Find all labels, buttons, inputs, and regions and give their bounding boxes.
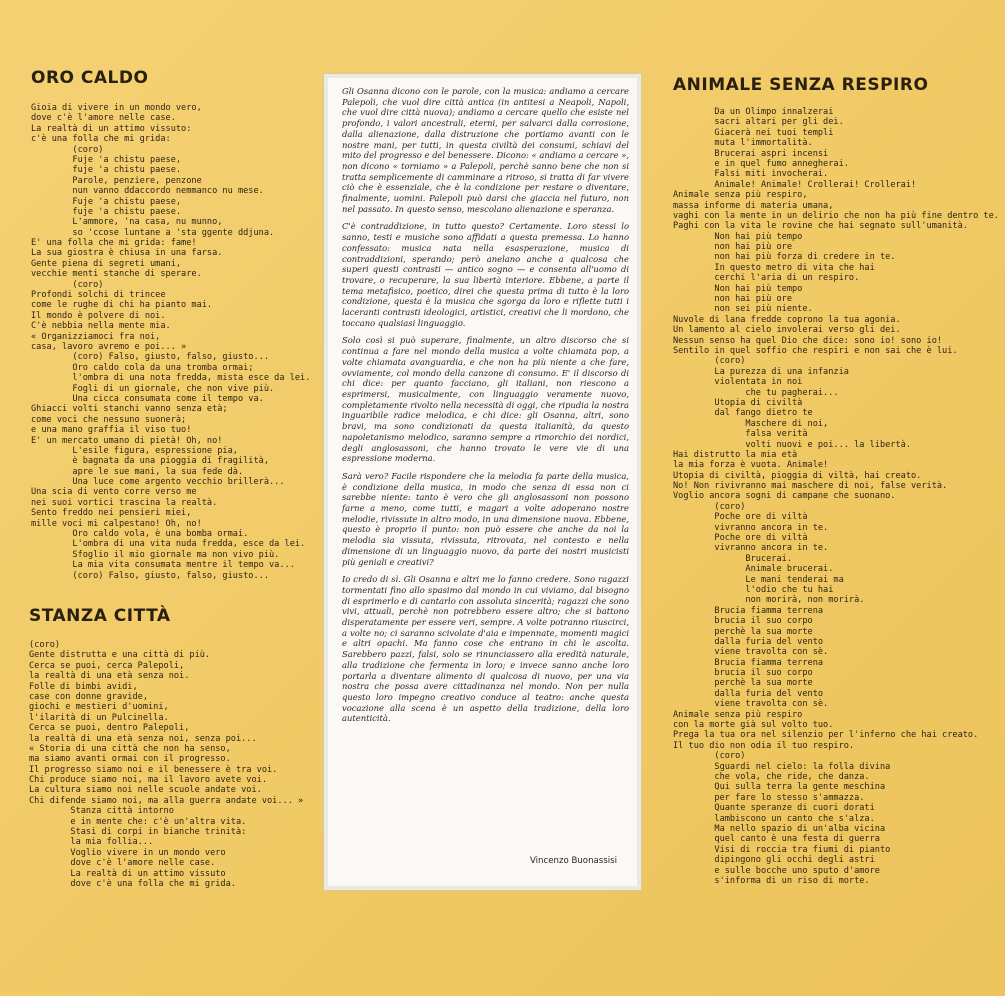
poem-line: E' un mercato umano di pietà! Oh, no! bbox=[31, 435, 223, 446]
poem-line: che tu pagherai... bbox=[673, 387, 839, 398]
poem-line: non hai più ore bbox=[673, 294, 792, 305]
poem-line: Chi difende siamo noi, ma alla guerra andate voi... » bbox=[29, 795, 304, 806]
poem-line: dove c'è l'amore nelle case. bbox=[31, 113, 176, 124]
poem-line: Brucerai aspri incensi bbox=[673, 148, 829, 159]
poem-line: Prega la tua ora nel silenzio per l'inferno che hai creato. bbox=[673, 730, 979, 741]
poem-stanza-citta bbox=[29, 640, 319, 889]
poem-line: che vola, che ride, che danza. bbox=[673, 772, 870, 782]
poem-line: Stanza città intorno bbox=[29, 806, 174, 817]
poem-line: dove c'è una folla che mi grida. bbox=[29, 878, 236, 889]
poem-line: Una cicca consumata come il tempo va. bbox=[31, 393, 264, 404]
poem-line: « Organizziamoci fra noi, bbox=[31, 331, 161, 342]
poem-line: Utopia di civiltà, pioggia di viltà, hai creato. bbox=[673, 470, 922, 481]
poem-line: Un lamento al cielo involerai verso gli dei. bbox=[673, 325, 901, 336]
poem-line: non sei più niente. bbox=[673, 304, 813, 315]
poem-line: L'ammore, 'na casa, nu munno, bbox=[31, 217, 223, 228]
poem-line: Gente piena di segreti umani, bbox=[31, 258, 182, 269]
poem-line: L'ombra di una vita nuda fredda, esce da lei. bbox=[31, 539, 306, 550]
essay-signature: Vincenzo Buonassisi bbox=[529, 856, 617, 866]
poem-line: Qui sulla terra la gente meschina bbox=[673, 782, 886, 793]
poem-line: vecchie menti stanche di sperare. bbox=[31, 269, 202, 280]
poem-title-animale: ANIMALE SENZA RESPIRO bbox=[673, 75, 929, 95]
poem-line: (coro) bbox=[29, 640, 61, 650]
poem-line: Sguardi nel cielo: la folla divina bbox=[673, 761, 891, 772]
poem-line: Oro caldo vola, è una bomba ormai. bbox=[31, 529, 249, 540]
poem-line: brucia il suo corpo bbox=[673, 616, 813, 627]
poem-line: e in quel fumo annegherai. bbox=[673, 158, 849, 169]
left-column bbox=[31, 68, 321, 581]
poem-animale bbox=[673, 107, 999, 886]
poem-line: La purezza di una infanzia bbox=[673, 366, 849, 377]
poem-line: l'odio che tu hai bbox=[673, 584, 834, 595]
poem-line: Il mondo è polvere di noi. bbox=[31, 310, 166, 321]
poem-line: (coro) bbox=[31, 144, 104, 155]
poem-line: Fuje 'a chistu paese, bbox=[31, 154, 182, 165]
poem-line: non morirà, non morirà. bbox=[673, 595, 865, 606]
poem-line: La realtà di un attimo vissuto bbox=[29, 868, 226, 879]
poem-line: Quante speranze di cuori dorati bbox=[673, 803, 875, 814]
poem-line: la mia forza è vuota. Animale! bbox=[673, 460, 829, 471]
poem-line: Fogli di un giornale, che non vive più. bbox=[31, 383, 275, 394]
poem-line: La realtà di un attimo vissuto: bbox=[31, 123, 192, 134]
poem-line: viene travolta con sè. bbox=[673, 699, 829, 710]
poem-line: (coro) bbox=[673, 751, 746, 762]
poem-line: Sfoglio il mio giornale ma non vivo più. bbox=[31, 549, 280, 560]
poem-line: l'ombra di una nota fredda, mista esce da lei. bbox=[31, 373, 311, 384]
poem-line: l'ilarità di un Pulcinella. bbox=[29, 712, 169, 723]
poem-line: La mia vita consumata mentre il tempo va... bbox=[31, 560, 295, 571]
poem-line: Profondi solchi di trincee bbox=[31, 290, 166, 301]
poem-line: Giacerà nei tuoi templi bbox=[673, 127, 834, 138]
poem-line: Falsi miti invocherai. bbox=[673, 169, 829, 180]
poem-line: vaghi con la mente in un delirio che non ha più fine dentro te. bbox=[673, 210, 999, 221]
poem-line: (coro) bbox=[673, 356, 746, 367]
poem-line: Gente distrutta e una città di più. bbox=[29, 650, 211, 661]
essay-body bbox=[342, 86, 629, 731]
poem-line: Animale! Animale! Crollerai! Crollerai! bbox=[673, 179, 917, 190]
essay-paragraph: Gli Osanna dicono con le parole, con la musica: andiamo a cercare Palepoli, che vuol dire città antica (in antitesi a Neapoli, Napoli, che vuol dire città nuova); andiamo a cercare quello che esiste nel profondo, i valori ancestrali, eterni, per salvarci dalla corrosione, dalla alienazione, dalla distruzione che portiamo avanti con le nostre mani, per tutti, in questa civiltà dei consumi, schiavi del mito del progresso e del benessere. Dicono: « andiamo a cercare », non dicono « torniamo » a Palepoli, perchè sanno bene che non si tratta semplicemente di camminare a ritroso, si tratta di far vivere ciò che è essenziale, che è la condizione per restare o diventare, finalmente, uomini. Palepoli può darsi che giaccia nel futuro, non nel passato. In questo senso, mescolano alienazione e speranza. bbox=[342, 86, 629, 214]
poem-line: Nuvole di lana fredde coprono la tua agonia. bbox=[673, 314, 901, 325]
poem-line: vivranno ancora in te. bbox=[673, 543, 829, 554]
poem-line: dalla furia del vento bbox=[673, 636, 824, 647]
poem-title-oro-caldo: ORO CALDO bbox=[31, 68, 149, 88]
poem-line: E' una folla che mi grida: fame! bbox=[31, 238, 197, 249]
poem-line: Una luce come argento vecchio brillerà... bbox=[31, 477, 285, 488]
poem-line: (coro) Falso, giusto, falso, giusto... bbox=[31, 352, 269, 363]
poem-line: non hai più forza di credere in te. bbox=[673, 252, 896, 263]
poem-line: e una mano graffia il viso tuo! bbox=[31, 425, 192, 436]
poem-line: fuje 'a chistu paese. bbox=[31, 206, 182, 217]
poem-line: vivranno ancora in te. bbox=[673, 522, 829, 533]
poem-line: Sento freddo nei pensieri miei, bbox=[31, 508, 192, 519]
poem-line: Maschere di noi, bbox=[673, 418, 829, 429]
essay-paragraph: C'è contraddizione, in tutto questo? Certamente. Loro stessi lo sanno, testi e musiche sono affidati a questa premessa. Lo hanno confessato: musica nata nella esasperazione, musica di contraddizioni, sperando; però anelano anche a qualcosa che superi questi contrasti — antico sogno — e consenta all'uomo di trovare, o recuperare, la sua libertà interiore. Ebbene, a parte il tema metafisico, poetico, direi che questa prima di tutto è la loro condizione, questa è la musica che sgorga da loro e riflette tutti i laceranti contrasti ideologici, artistici, creativi che li mordono, che toccano qualsiasi linguaggio. bbox=[342, 221, 629, 328]
poem-line: Parole, penziere, penzone bbox=[31, 175, 202, 186]
poem-line: Ghiacci volti stanchi vanno senza età; bbox=[31, 404, 228, 415]
poem-line: « Storia di una città che non ha senso, bbox=[29, 743, 231, 754]
poem-line: dal fango dietro te bbox=[673, 408, 813, 419]
poem-line: (coro) Falso, giusto, falso, giusto... bbox=[31, 570, 269, 581]
poem-line: Da un Olimpo innalzerai bbox=[673, 107, 834, 117]
poem-line: Sentilo in quel soffio che respiri e non sai che è lui. bbox=[673, 345, 958, 356]
poem-line: la realtà di una età senza noi, senza poi... bbox=[29, 733, 257, 744]
poem-line: Ma nello spazio di un'alba vicina bbox=[673, 823, 886, 834]
poem-line: Paghi con la vita le rovine che hai segnato sull'umanità. bbox=[673, 221, 968, 232]
poem-line: Utopia di civiltà bbox=[673, 397, 803, 408]
poem-line: come voci che nessuno suonerà; bbox=[31, 414, 187, 425]
poem-line: la realtà di una età senza noi. bbox=[29, 671, 190, 682]
poem-line: massa informe di materia umana, bbox=[673, 200, 834, 211]
poem-line: quel canto è una festa di guerra bbox=[673, 834, 880, 845]
poem-line: muta l'immortalità. bbox=[673, 138, 813, 149]
poem-line: apre le sue mani, la sua fede dà. bbox=[31, 466, 244, 477]
poem-line: Nessun senso ha quel Dio che dice: sono io! sono io! bbox=[673, 335, 943, 346]
poem-line: fuje 'a chistu paese. bbox=[31, 165, 182, 176]
poem-line: Cerca se puoi, dentro Palepoli, bbox=[29, 723, 190, 734]
poem-line: Voglio ancora sogni di campane che suonano. bbox=[673, 491, 896, 502]
poem-line: e in mente che: c'è un'altra vita. bbox=[29, 816, 247, 827]
poem-line: Chi produce siamo noi, ma il lavoro avete voi. bbox=[29, 775, 267, 786]
poem-line: come le rughe di chi ha pianto mai. bbox=[31, 300, 213, 311]
poem-line: sacri altari per gli dei. bbox=[673, 117, 844, 128]
poem-line: mille voci mi calpestano! Oh, no! bbox=[31, 518, 202, 529]
left-column-lower bbox=[29, 606, 319, 889]
poem-line: c'è una folla che mi grida: bbox=[31, 134, 171, 145]
poem-line: ma siamo avanti ormai con il progresso. bbox=[29, 754, 231, 765]
poem-line: Il tuo dio non odia il tuo respiro. bbox=[673, 740, 855, 751]
poem-line: Oro caldo cola da una tromba ormai; bbox=[31, 362, 254, 373]
essay-paragraph: Io credo di sì. Gli Osanna e altri me lo fanno credere. Sono ragazzi tormentati fino allo spasimo dal mondo in cui viviamo, dal bisogno di esprimerlo e di cantarlo con assoluta sincerità; ragazzi che sono vivi, attuali, perchè non potrebbero essere altro; che si battono disperatamente per essere veri, sempre. A volte potranno riuscirci, a volte no; ci saranno scivolate d'aia e impennate, momenti magici e altri opachi. Ma fanno cose che entrano in chi le ascolta. Sarebbero pazzi, falsi, solo se rinunciassero alla eredità naturale, alla tradizione che fermenta in loro; e invece sanno anche loro portarla a diventare alimento di qualcosa di nuovo, per una via nostra che possa avere cittadinanza nel mondo. Non per nulla questo loro impegno creativo conduce al teatro: anche questa vocazione alla scena è un aspetto della tradizione, della loro autenticità. bbox=[342, 574, 629, 724]
essay-paragraph: Sarà vero? Facile rispondere che la melodia fa parte della musica, è condizione della musica, in modo che senza di essa non ci sarebbe niente: tanto è vero che gli anglosassoni non possono farne a meno, come tutti, e magari a volte adoperano nostre melodie, rivissute in altro modo, in una dimensione nuova. Ebbene, questo è proprio il punto: non può essere che anche da noi la melodia sia vissuta, rivissuta, ritrovata, nel contesto e nella dimensione di un linguaggio nuovo, da parte dei nostri musicisti più geniali e creativi? bbox=[342, 470, 629, 567]
poem-line: Poche ore di viltà bbox=[673, 533, 808, 544]
poem-line: Stasi di corpi in bianche trinità: bbox=[29, 827, 247, 838]
poem-line: Brucia fiamma terrena bbox=[673, 657, 824, 668]
poem-line: è bagnata da una pioggia di fragilità, bbox=[31, 456, 269, 467]
poem-line: La sua giostra è chiusa in una farsa. bbox=[31, 248, 223, 259]
poem-line: Fuje 'a chistu paese, bbox=[31, 196, 182, 207]
poem-line: falsa verità bbox=[673, 429, 808, 440]
right-column bbox=[673, 75, 999, 886]
poem-line: violentata in noi bbox=[673, 377, 803, 388]
poem-line: In questo metro di vita che hai bbox=[673, 262, 875, 273]
poem-line: Visi di roccia tra fiumi di pianto bbox=[673, 844, 891, 855]
poem-line: Non hai più tempo bbox=[673, 231, 803, 242]
poem-line: L'esile figura, espressione pia, bbox=[31, 445, 238, 456]
poem-line: so 'ccose luntane a 'sta ggente ddjuna. bbox=[31, 227, 275, 238]
poem-line: (coro) bbox=[31, 279, 104, 290]
poem-line: per fare lo stesso s'ammazza. bbox=[673, 792, 865, 803]
poem-line: C'è nebbia nella mente mia. bbox=[31, 321, 171, 332]
poem-line: Animale brucerai. bbox=[673, 564, 834, 575]
poem-oro-caldo bbox=[31, 103, 321, 581]
poem-line: Le mani tenderai ma bbox=[673, 574, 844, 585]
poem-line: viene travolta con sè. bbox=[673, 647, 829, 658]
poem-line: volti nuovi e poi... la libertà. bbox=[673, 439, 911, 450]
poem-line: case con donne gravide, bbox=[29, 691, 148, 702]
essay-panel bbox=[324, 74, 641, 890]
poem-line: Non hai più tempo bbox=[673, 283, 803, 294]
poem-line: la mia follia... bbox=[29, 837, 154, 848]
poem-line: perchè la sua morte bbox=[673, 626, 813, 637]
poem-line: Voglio vivere in un mondo vero bbox=[29, 847, 226, 858]
poem-line: nun vanno ddaccordo nemmanco nu mese. bbox=[31, 186, 264, 197]
poem-line: perchè la sua morte bbox=[673, 678, 813, 689]
poem-line: e sulle bocche uno sputo d'amore bbox=[673, 865, 880, 876]
essay-paragraph: Solo così si può superare, finalmente, un altro discorso che si continua a fare nel mondo della musica a volte chiamata pop, a volte chiamata avanguardia, e che non ha più niente a che fare, ovviamente, col mondo della canzone di consumo. E' il discorso di chi dice: per quanto facciano, gli italiani, non riescono a esprimersi, musicalmente, con linguaggio veramente nuovo, completamente rivolto nella necessità di oggi, che ripudia la nostra inguaribile radice melodica, e chi dice: gli Osanna, altri, sono bravi, ma sono condizionati da questa italianità, da questo napoletanismo melodico, saranno sempre a rimorchio dei nordici, degli anglosassoni, che hanno trovato le vere vie di una espressione moderna. bbox=[342, 335, 629, 464]
poem-line: Brucerai. bbox=[673, 553, 792, 564]
poem-line: Hai distrutto la mia età bbox=[673, 449, 798, 460]
poem-line: (coro) bbox=[673, 501, 746, 512]
poem-line: Animale senza più respiro, bbox=[673, 190, 808, 201]
poem-line: Una scia di vento corre verso me bbox=[31, 487, 197, 498]
poem-line: lambiscono un canto che s'alza. bbox=[673, 813, 875, 824]
poem-line: La cultura siamo noi nelle scuole andate voi. bbox=[29, 785, 262, 796]
poem-line: dove c'è l'amore nelle case. bbox=[29, 858, 216, 869]
poem-line: Cerca se puoi, cerca Palepoli, bbox=[29, 660, 185, 671]
poem-line: casa, lavoro avremo e poi... » bbox=[31, 341, 187, 352]
poem-line: dipingono gli occhi degli astri bbox=[673, 855, 875, 866]
poem-line: nei suoi vortici trascina la realtà. bbox=[31, 497, 218, 508]
poem-line: Brucia fiamma terrena bbox=[673, 605, 824, 616]
poem-line: dalla furia del vento bbox=[673, 688, 824, 699]
poem-line: s'informa di un riso di morte. bbox=[673, 875, 870, 886]
poem-line: giochi e mestieri d'uomini, bbox=[29, 702, 169, 713]
poem-title-stanza-citta: STANZA CITTÀ bbox=[29, 606, 171, 626]
poem-line: cerchi l'aria di un respiro. bbox=[673, 273, 860, 284]
poem-line: brucia il suo corpo bbox=[673, 668, 813, 679]
poem-line: Folle di bimbi avidi, bbox=[29, 681, 138, 692]
poem-line: Il progresso siamo noi e il benessere è tra voi. bbox=[29, 764, 278, 775]
poem-line: No! Non rivivranno mai maschere di noi, false verità. bbox=[673, 481, 948, 492]
poem-line: Animale senza più respiro bbox=[673, 709, 803, 720]
poem-line: Poche ore di viltà bbox=[673, 512, 808, 523]
poem-line: non hai più ore bbox=[673, 242, 792, 253]
poem-line: Gioia di vivere in un mondo vero, bbox=[31, 103, 202, 113]
poem-line: con la morte già sul volto tuo. bbox=[673, 720, 834, 731]
